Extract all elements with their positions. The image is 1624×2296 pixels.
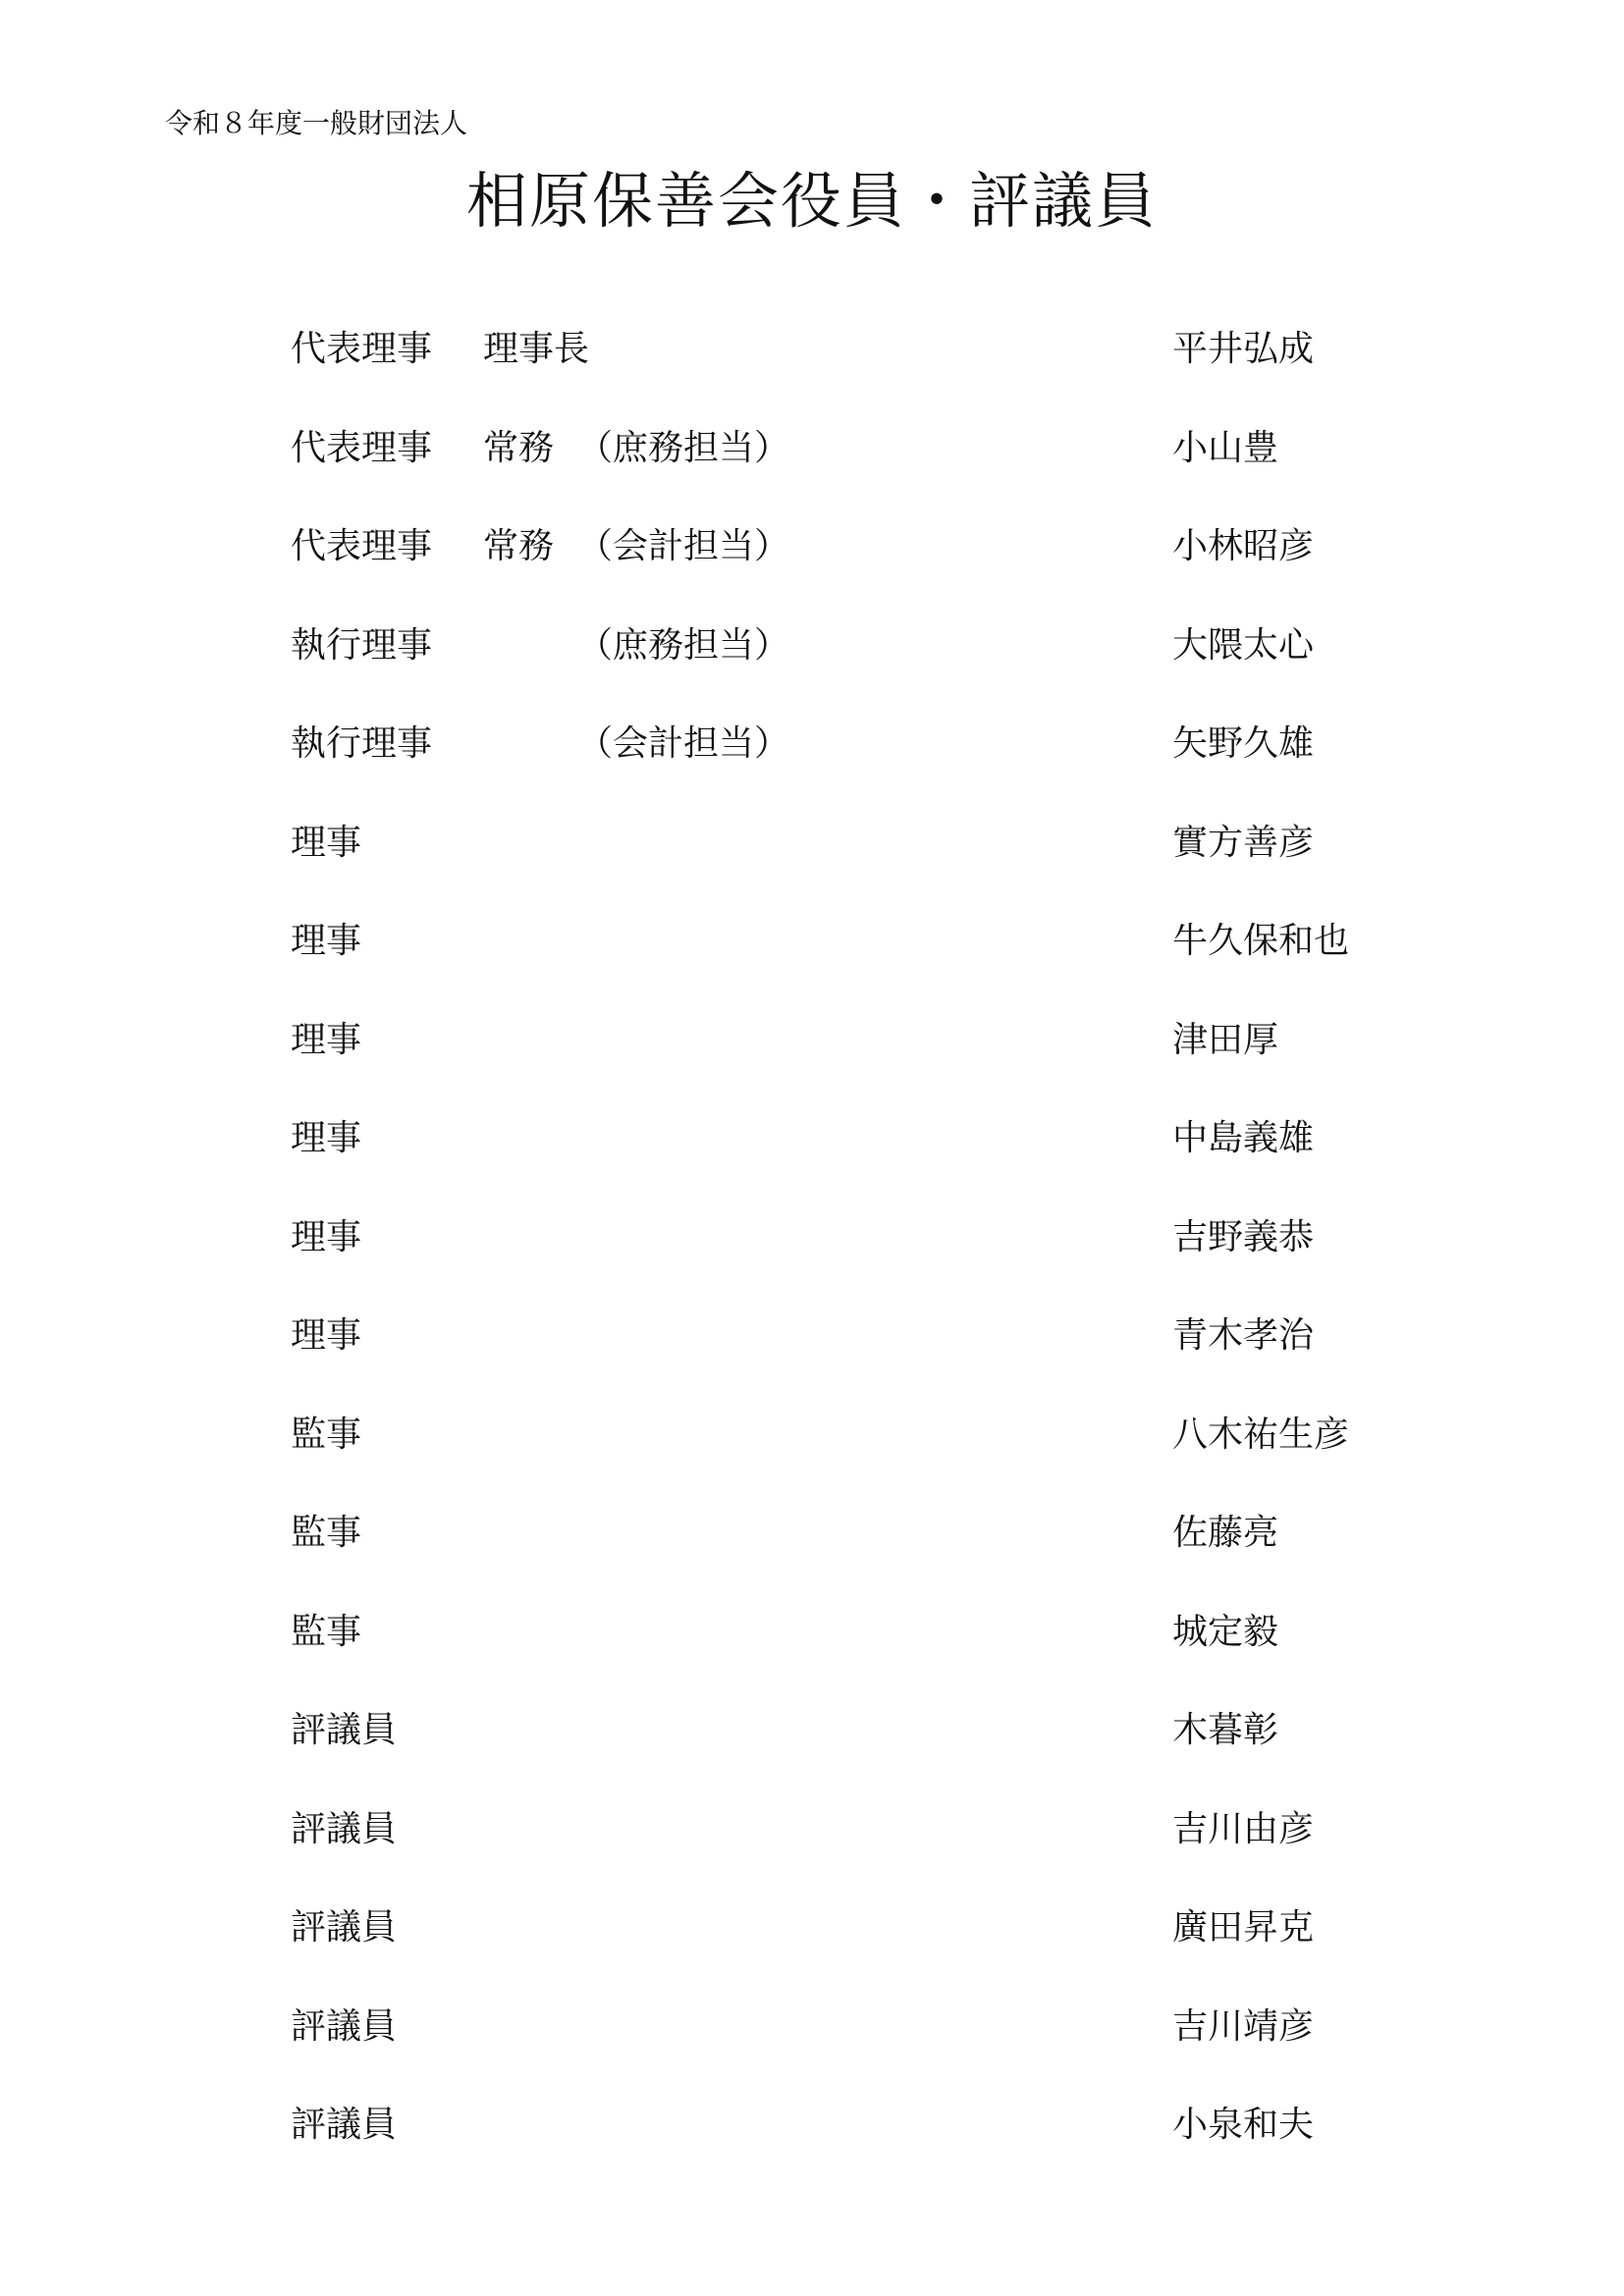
position-subtitle: 常務 [483,526,555,566]
roster-row [0,2090,1624,2189]
position-title: 評議員 [291,1808,398,1849]
roster-row [0,413,1624,512]
roster-row [0,1794,1624,1894]
member-name: 小山豊 [1172,427,1279,468]
roster-row [0,1400,1624,1499]
roster-row [0,1893,1624,1992]
position-title: 監事 [291,1513,362,1553]
responsibility-label: （庶務担当） [577,624,790,666]
member-name: 吉野義恭 [1172,1216,1315,1257]
position-title: 執行理事 [291,624,433,666]
position-title: 監事 [291,1414,362,1455]
roster-row [0,1498,1624,1597]
roster-row [0,1597,1624,1696]
position-title: 理事 [291,1315,362,1356]
position-title: 代表理事 [291,329,433,369]
position-subtitle: 理事長 [483,329,590,369]
document-title: 相原保善会役員・評議員 [465,165,1158,237]
organization-label: 令和８年度一般財団法人 [165,107,468,139]
member-name: 小泉和夫 [1172,2105,1315,2145]
member-name: 中島義雄 [1172,1118,1315,1158]
member-name: 大隈太心 [1172,624,1315,666]
roster-row [0,1103,1624,1202]
member-name: 矢野久雄 [1172,723,1315,764]
roster-row [0,808,1624,907]
position-title: 評議員 [291,1907,398,1948]
responsibility-label: （会計担当） [577,526,790,566]
position-title: 理事 [291,1019,362,1060]
member-name: 津田厚 [1172,1019,1279,1060]
responsibility-label: （会計担当） [577,723,790,764]
member-name: 廣田昇克 [1172,1907,1315,1948]
member-name: 吉川由彦 [1172,1808,1315,1849]
member-name: 吉川靖彦 [1172,2005,1315,2047]
roster-row [0,906,1624,1005]
member-name: 牛久保和也 [1172,921,1350,961]
position-title: 代表理事 [291,427,433,468]
roster-row [0,511,1624,611]
position-title: 評議員 [291,1710,398,1750]
member-name: 青木孝治 [1172,1315,1315,1356]
roster-row [0,1695,1624,1794]
position-title: 理事 [291,921,362,961]
position-title: 執行理事 [291,723,433,764]
member-name: 實方善彦 [1172,822,1315,863]
member-name: 佐藤亮 [1172,1513,1279,1553]
responsibility-label: （庶務担当） [577,427,790,468]
roster-row [0,709,1624,808]
position-title: 理事 [291,1216,362,1257]
position-title: 評議員 [291,2005,398,2047]
roster-row [0,1301,1624,1400]
position-title: 理事 [291,1118,362,1158]
roster-row [0,314,1624,413]
member-name: 城定毅 [1172,1611,1279,1652]
roster-row [0,1992,1624,2091]
roster-row [0,611,1624,710]
position-title: 代表理事 [291,526,433,566]
position-title: 評議員 [291,2105,398,2145]
member-name: 八木祐生彦 [1172,1414,1350,1455]
member-name: 木暮彰 [1172,1710,1279,1750]
roster-row [0,1005,1624,1104]
officer-roster [0,314,1624,2189]
member-name: 平井弘成 [1172,329,1315,369]
position-title: 理事 [291,822,362,863]
position-title: 監事 [291,1611,362,1652]
roster-row [0,1202,1624,1302]
member-name: 小林昭彦 [1172,526,1315,566]
position-subtitle: 常務 [483,427,555,468]
